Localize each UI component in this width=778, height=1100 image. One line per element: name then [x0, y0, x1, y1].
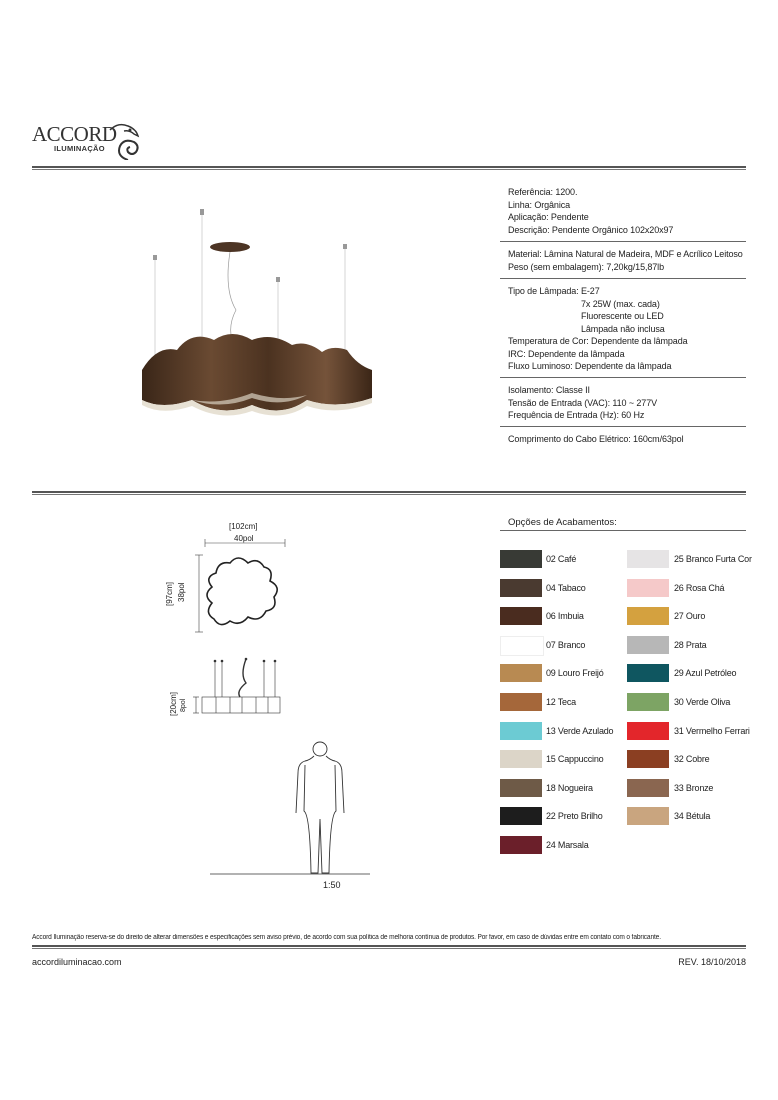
finishes-divider	[500, 530, 746, 531]
finish-label: 26 Rosa Chá	[674, 582, 725, 593]
dimension-depth-pol: 38pol	[177, 582, 186, 602]
finish-label: 13 Verde Azulado	[546, 725, 614, 736]
spec-block-material	[508, 248, 746, 273]
finish-swatch	[500, 750, 542, 768]
spec-line: Material: Lâmina Natural de Madeira, MDF e Acrílico Leitoso	[508, 249, 743, 259]
spec-line: E-27	[581, 286, 600, 296]
spec-line: Temperatura de Cor: Dependente da lâmpada	[508, 336, 688, 346]
spec-line: Isolamento: Classe II	[508, 385, 590, 395]
footer-revision: REV. 18/10/2018	[678, 957, 746, 967]
middle-divider-thin	[32, 494, 746, 495]
finish-swatch	[500, 722, 542, 740]
spec-line: Fluorescente ou LED	[581, 311, 664, 321]
scale-label: 1:50	[323, 880, 341, 890]
finish-label: 24 Marsala	[546, 840, 589, 850]
spec-line: Descrição: Pendente Orgânico 102x20x97	[508, 224, 674, 235]
footer-divider-thin	[32, 948, 746, 949]
finish-swatch	[500, 607, 542, 625]
finish-swatch	[500, 693, 542, 711]
finish-label: 29 Azul Petróleo	[674, 668, 737, 679]
spec-separator	[500, 278, 746, 279]
spec-line: IRC: Dependente da lâmpada	[508, 348, 625, 359]
product-photo	[132, 200, 382, 425]
spec-line: Linha: Orgânica	[508, 199, 571, 210]
finish-label: 15 Cappuccino	[546, 754, 604, 765]
dimension-width-cm: [102cm]	[229, 522, 258, 531]
finish-swatch	[627, 807, 669, 825]
finish-swatch	[500, 807, 542, 825]
dimension-width-pol: 40pol	[234, 534, 254, 543]
spec-separator	[500, 377, 746, 378]
finish-swatch	[627, 722, 669, 740]
spec-separator	[500, 241, 746, 242]
finish-label: 02 Café	[546, 554, 577, 564]
finishes-title: Opções de Acabamentos:	[508, 517, 617, 528]
spec-block-electrical	[508, 384, 746, 422]
finish-label: 34 Bétula	[674, 811, 711, 822]
footer-website[interactable]: accordiluminacao.com	[32, 957, 122, 967]
spec-line: Frequência de Entrada (Hz): 60 Hz	[508, 410, 645, 420]
finish-swatch	[627, 636, 669, 654]
finish-swatch	[500, 636, 544, 656]
brand-name: ACCORD	[32, 122, 117, 146]
side-view-drawing	[190, 655, 290, 720]
finish-swatch	[627, 750, 669, 768]
finish-label: 31 Vermelho Ferrari	[674, 725, 750, 736]
finish-label: 04 Tabaco	[546, 582, 586, 593]
footer-divider	[32, 945, 746, 947]
top-divider-thin	[32, 169, 746, 170]
finish-swatch	[500, 550, 542, 568]
dimension-depth-cm: [97cm]	[165, 581, 174, 606]
spec-block-identification	[508, 186, 746, 236]
finish-label: 12 Teca	[546, 697, 576, 707]
finish-label: 25 Branco Furta Cor	[674, 554, 752, 564]
finish-label: 27 Ouro	[674, 611, 706, 622]
finish-label: 28 Prata	[674, 639, 707, 650]
spec-line: 7x 25W (max. cada)	[581, 298, 660, 309]
finish-swatch	[500, 836, 542, 854]
spec-line: Tensão de Entrada (VAC): 110 ~ 277V	[508, 397, 658, 408]
finish-swatch	[500, 664, 542, 682]
spec-block-lamp	[508, 285, 746, 373]
finish-swatch	[500, 779, 542, 797]
finish-label: 09 Louro Freijó	[546, 668, 604, 679]
spec-line: Aplicação: Pendente	[508, 212, 589, 222]
finish-swatch	[627, 779, 669, 797]
finish-label: 33 Bronze	[674, 782, 714, 793]
finish-swatch	[627, 664, 669, 682]
spec-separator	[500, 426, 746, 427]
finish-swatch	[627, 607, 669, 625]
spec-line: Peso (sem embalagem): 7,20kg/15,87lb	[508, 261, 664, 272]
finish-label: 32 Cobre	[674, 754, 710, 765]
finish-label: 30 Verde Oliva	[674, 697, 731, 707]
finish-label: 06 Imbuia	[546, 611, 584, 622]
spec-line: Referência: 1200.	[508, 187, 578, 197]
human-scale-drawing	[210, 735, 370, 880]
dimension-height-pol: 8pol	[180, 698, 187, 712]
brand-subtitle: ILUMINAÇÃO	[54, 144, 105, 153]
brand-logo	[32, 122, 152, 162]
finish-swatch	[627, 693, 669, 711]
finish-swatch	[627, 550, 669, 568]
lamp-type-label: Tipo de Lâmpada:	[508, 286, 579, 296]
middle-divider	[32, 491, 746, 493]
top-view-drawing	[190, 535, 300, 635]
finish-swatch	[627, 579, 669, 597]
chameleon-logo-icon	[108, 122, 144, 160]
spec-block-cable	[508, 433, 746, 446]
finish-swatch	[500, 579, 542, 597]
finish-label: 07 Branco	[546, 639, 586, 650]
lamp-type-values	[581, 285, 665, 335]
spec-line: Comprimento do Cabo Elétrico: 160cm/63pol	[508, 434, 684, 444]
dimension-height-cm: [20cm]	[169, 691, 178, 716]
spec-line: Lâmpada não inclusa	[581, 323, 665, 334]
footer-disclaimer: Accord Iluminação reserva-se do direito de alterar dimensões e especificações sem aviso prévio, de acordo com sua política de melhoria contínua de produtos. Por favor, em caso de dúvidas entre em contato com o fabricante.	[32, 934, 661, 941]
top-divider	[32, 166, 746, 168]
finish-label: 22 Preto Brilho	[546, 811, 603, 822]
finish-label: 18 Nogueira	[546, 782, 593, 793]
spec-line: Fluxo Luminoso: Dependente da lâmpada	[508, 361, 672, 371]
